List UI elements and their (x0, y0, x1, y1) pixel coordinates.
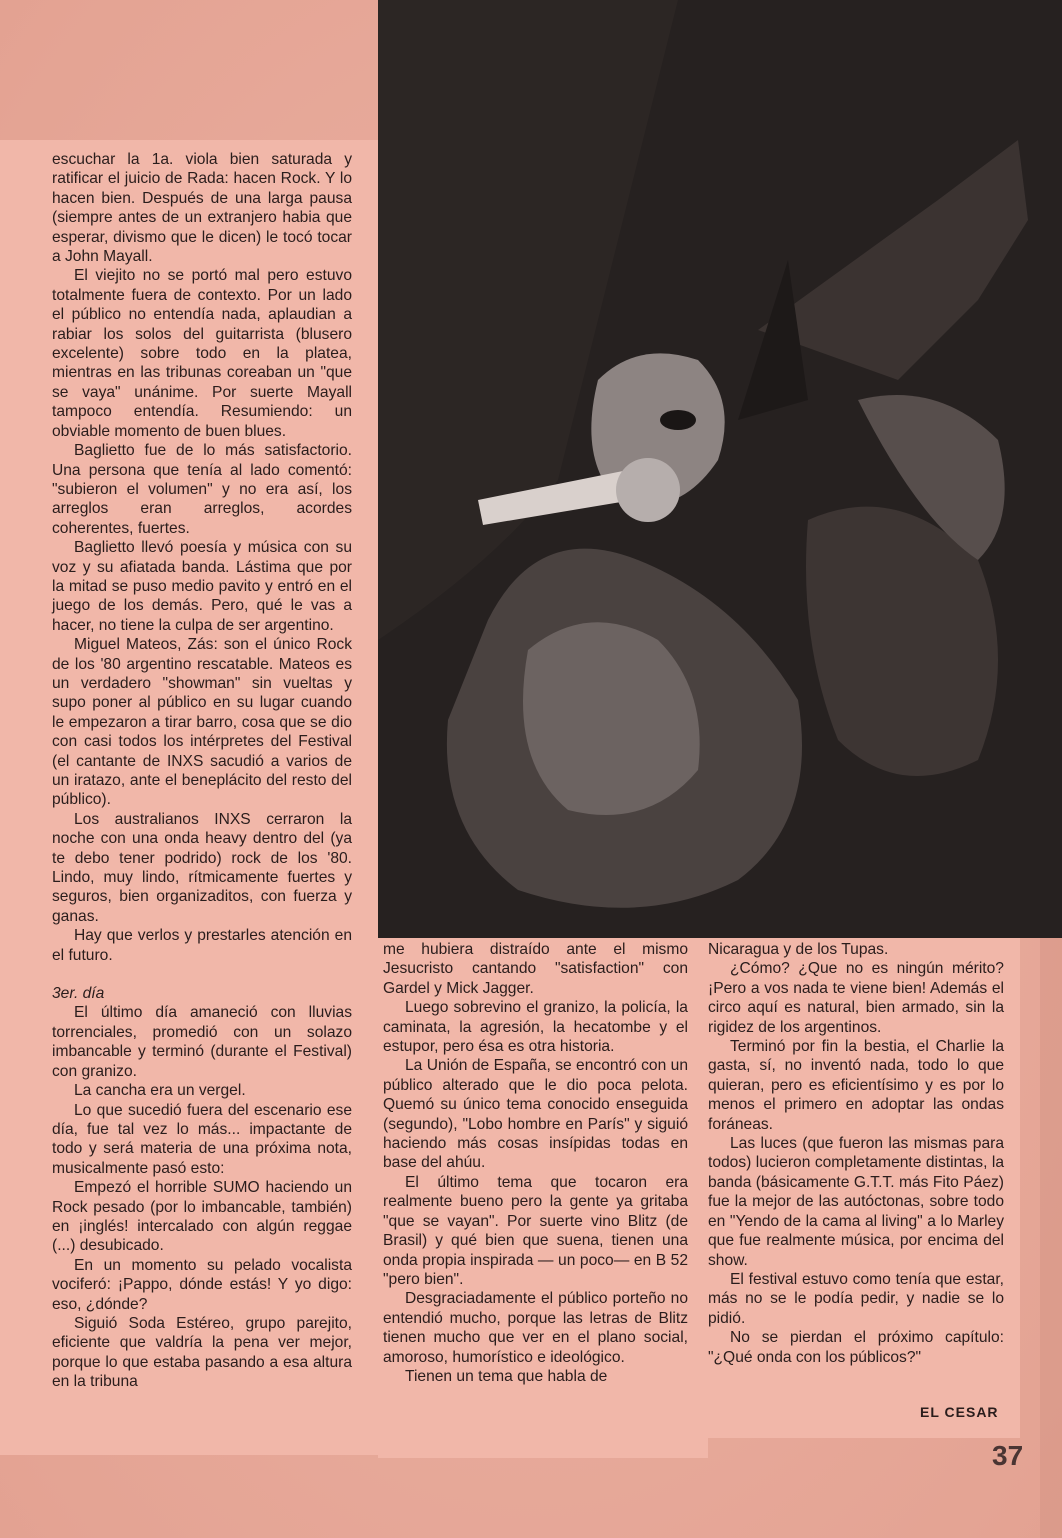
paragraph: Siguió Soda Estéreo, grupo parejito, eficiente que valdría la pena ver mejor, porque lo que estaba pasando a esa altura en la tribuna (52, 1314, 352, 1391)
paragraph: Luego sobrevino el granizo, la policía, la caminata, la agresión, la hecatombe y el estupor, pero ésa es otra historia. (383, 999, 688, 1056)
paragraph: Lo que sucedió fuera del escenario ese día, fue tal vez lo más... impactante de todo y será materia de una próxima nota, musicalmente pasó esto: (52, 1101, 352, 1177)
paragraph: Los australianos INXS cerraron la noche con una onda heavy dentro del (ya te debo tener podrido) rock de los '80. Lindo, muy lindo, rítmicamente fuertes y seguros, bien organizaditos, con fuerza y ganas. (52, 810, 352, 925)
paragraph: Miguel Mateos, Zás: son el único Rock de los '80 argentino rescatable. Mateos es un verdadero "showman" sin vueltas y supo poner al público en su lugar cuando le empezaron a tirar barro, cosa que se dio con casi todos los intérpretes del Festival (el cantante de INXS sacudió a varios de un iratazo, ante el beneplácito del resto del público). (52, 636, 352, 809)
paragraph: Baglietto llevó poesía y música con su voz y su afiatada banda. Lástima que por la mitad se puso medio pavito y entró en el juego de los demás. Pero, qué le vas a hacer, no tiene la culpa de ser argentino. (52, 539, 352, 634)
paragraph: El festival estuvo como tenía que estar, más no se le podía pedir, y nadie se lo pidió. (708, 1270, 1004, 1327)
paragraph: Empezó el horrible SUMO haciendo un Rock pesado (por lo imbancable, también) en ¡inglés! intercalado con algún reggae (...) desubicado. (52, 1179, 352, 1255)
spacer (52, 965, 352, 984)
paragraph: me hubiera distraído ante el mismo Jesucristo cantando "satisfaction" con Gardel y Mick Jagger. (383, 941, 688, 997)
paragraph: Las luces (que fueron las mismas para todos) lucieron completamente distintas, la banda (básicamente G.T.T. más Fito Páez) fue la mejor de las autóctonas, sobre todo en "Yendo de la cama al living" a lo Marley que fue realmente música, por encima del show. (708, 1135, 1004, 1269)
paragraph: El último tema que tocaron era realmente bueno pero la gente ya gritaba "que se vayan". Por suerte vino Blitz (de Brasil) y qué bien que suena, tienen una onda propia inspirada — un poco— en B 52 "pero bien". (383, 1173, 688, 1288)
paragraph: Hay que verlos y prestarles atención en el futuro. (52, 927, 352, 964)
paragraph: escuchar la 1a. viola bien saturada y ratificar el juicio de Rada: hacen Rock. Y lo hacen bien. Después de una larga pausa (siempre antes de un extranjero habia que esperar, divismo que le dicen) le tocó tocar a John Mayall. (52, 151, 352, 266)
article-column-3 (708, 940, 1004, 1367)
paragraph: El viejito no se portó mal pero estuvo totalmente fuera de contexto. Por un lado el público no entendía nada, aplaudian a rabiar los solos del guitarrista (blusero excelente) sobre todo en la platea, mientras en las tribunas coreaban un "que se vaya" unánime. Por suerte Mayall tampoco entendía. Resumiendo: un obviable momento de buen blues. (52, 267, 352, 440)
concert-photo (378, 0, 1062, 938)
section-heading: 3er. día (52, 985, 105, 1003)
paragraph: El último día amaneció con lluvias torrenciales, promedió con un solazo imbancable y terminó (durante el Festival) con granizo. (52, 1004, 352, 1080)
paragraph: La cancha era un vergel. (74, 1082, 246, 1100)
singer-in-costume-illustration (378, 0, 1062, 938)
paragraph: La Unión de España, se encontró con un público alterado que le dio poca pelota. Quemó su único tema conocido enseguida (segundo), "Lobo hombre en París" y siguió haciendo más cosas insípidas todas en base del ahúu. (383, 1057, 688, 1172)
paragraph: Tienen un tema que habla de (405, 1367, 608, 1385)
page-number: 37 (992, 1440, 1024, 1471)
paragraph: No se pierdan el próximo capítulo: "¿Qué onda con los públicos?" (708, 1329, 1004, 1366)
paragraph: Baglietto fue de lo más satisfactorio. Una persona que tenía al lado comentó: "subieron el volumen" y no era así, los arreglos eran arreglos, acordes coherentes, fuertes. (52, 442, 352, 537)
article-column-1 (52, 150, 352, 1392)
paragraph: Nicaragua y de los Tupas. (708, 941, 889, 958)
paragraph: ¿Cómo? ¿Que no es ningún mérito? ¡Pero a vos nada te viene bien! Además el circo aquí es natural, bien armado, sin la rigidez de los argentinos. (708, 960, 1004, 1036)
author-signature: EL CESAR (920, 1404, 999, 1420)
paragraph: Desgraciadamente el público porteño no entendió mucho, porque las letras de Blitz tienen mucho que ver en el plano social, amoroso, humorístico e ideológico. (383, 1290, 688, 1366)
paragraph: Terminó por fin la bestia, el Charlie la gasta, sí, no inventó nada, todo lo que quieran, pero es eficientísimo y es por lo menos el primero en adoptar las ondas foráneas. (708, 1038, 1004, 1133)
paragraph: En un momento su pelado vocalista vociferó: ¡Pappo, dónde estás! Y yo digo: eso, ¿dónde? (52, 1256, 352, 1313)
article-column-2 (383, 940, 688, 1386)
